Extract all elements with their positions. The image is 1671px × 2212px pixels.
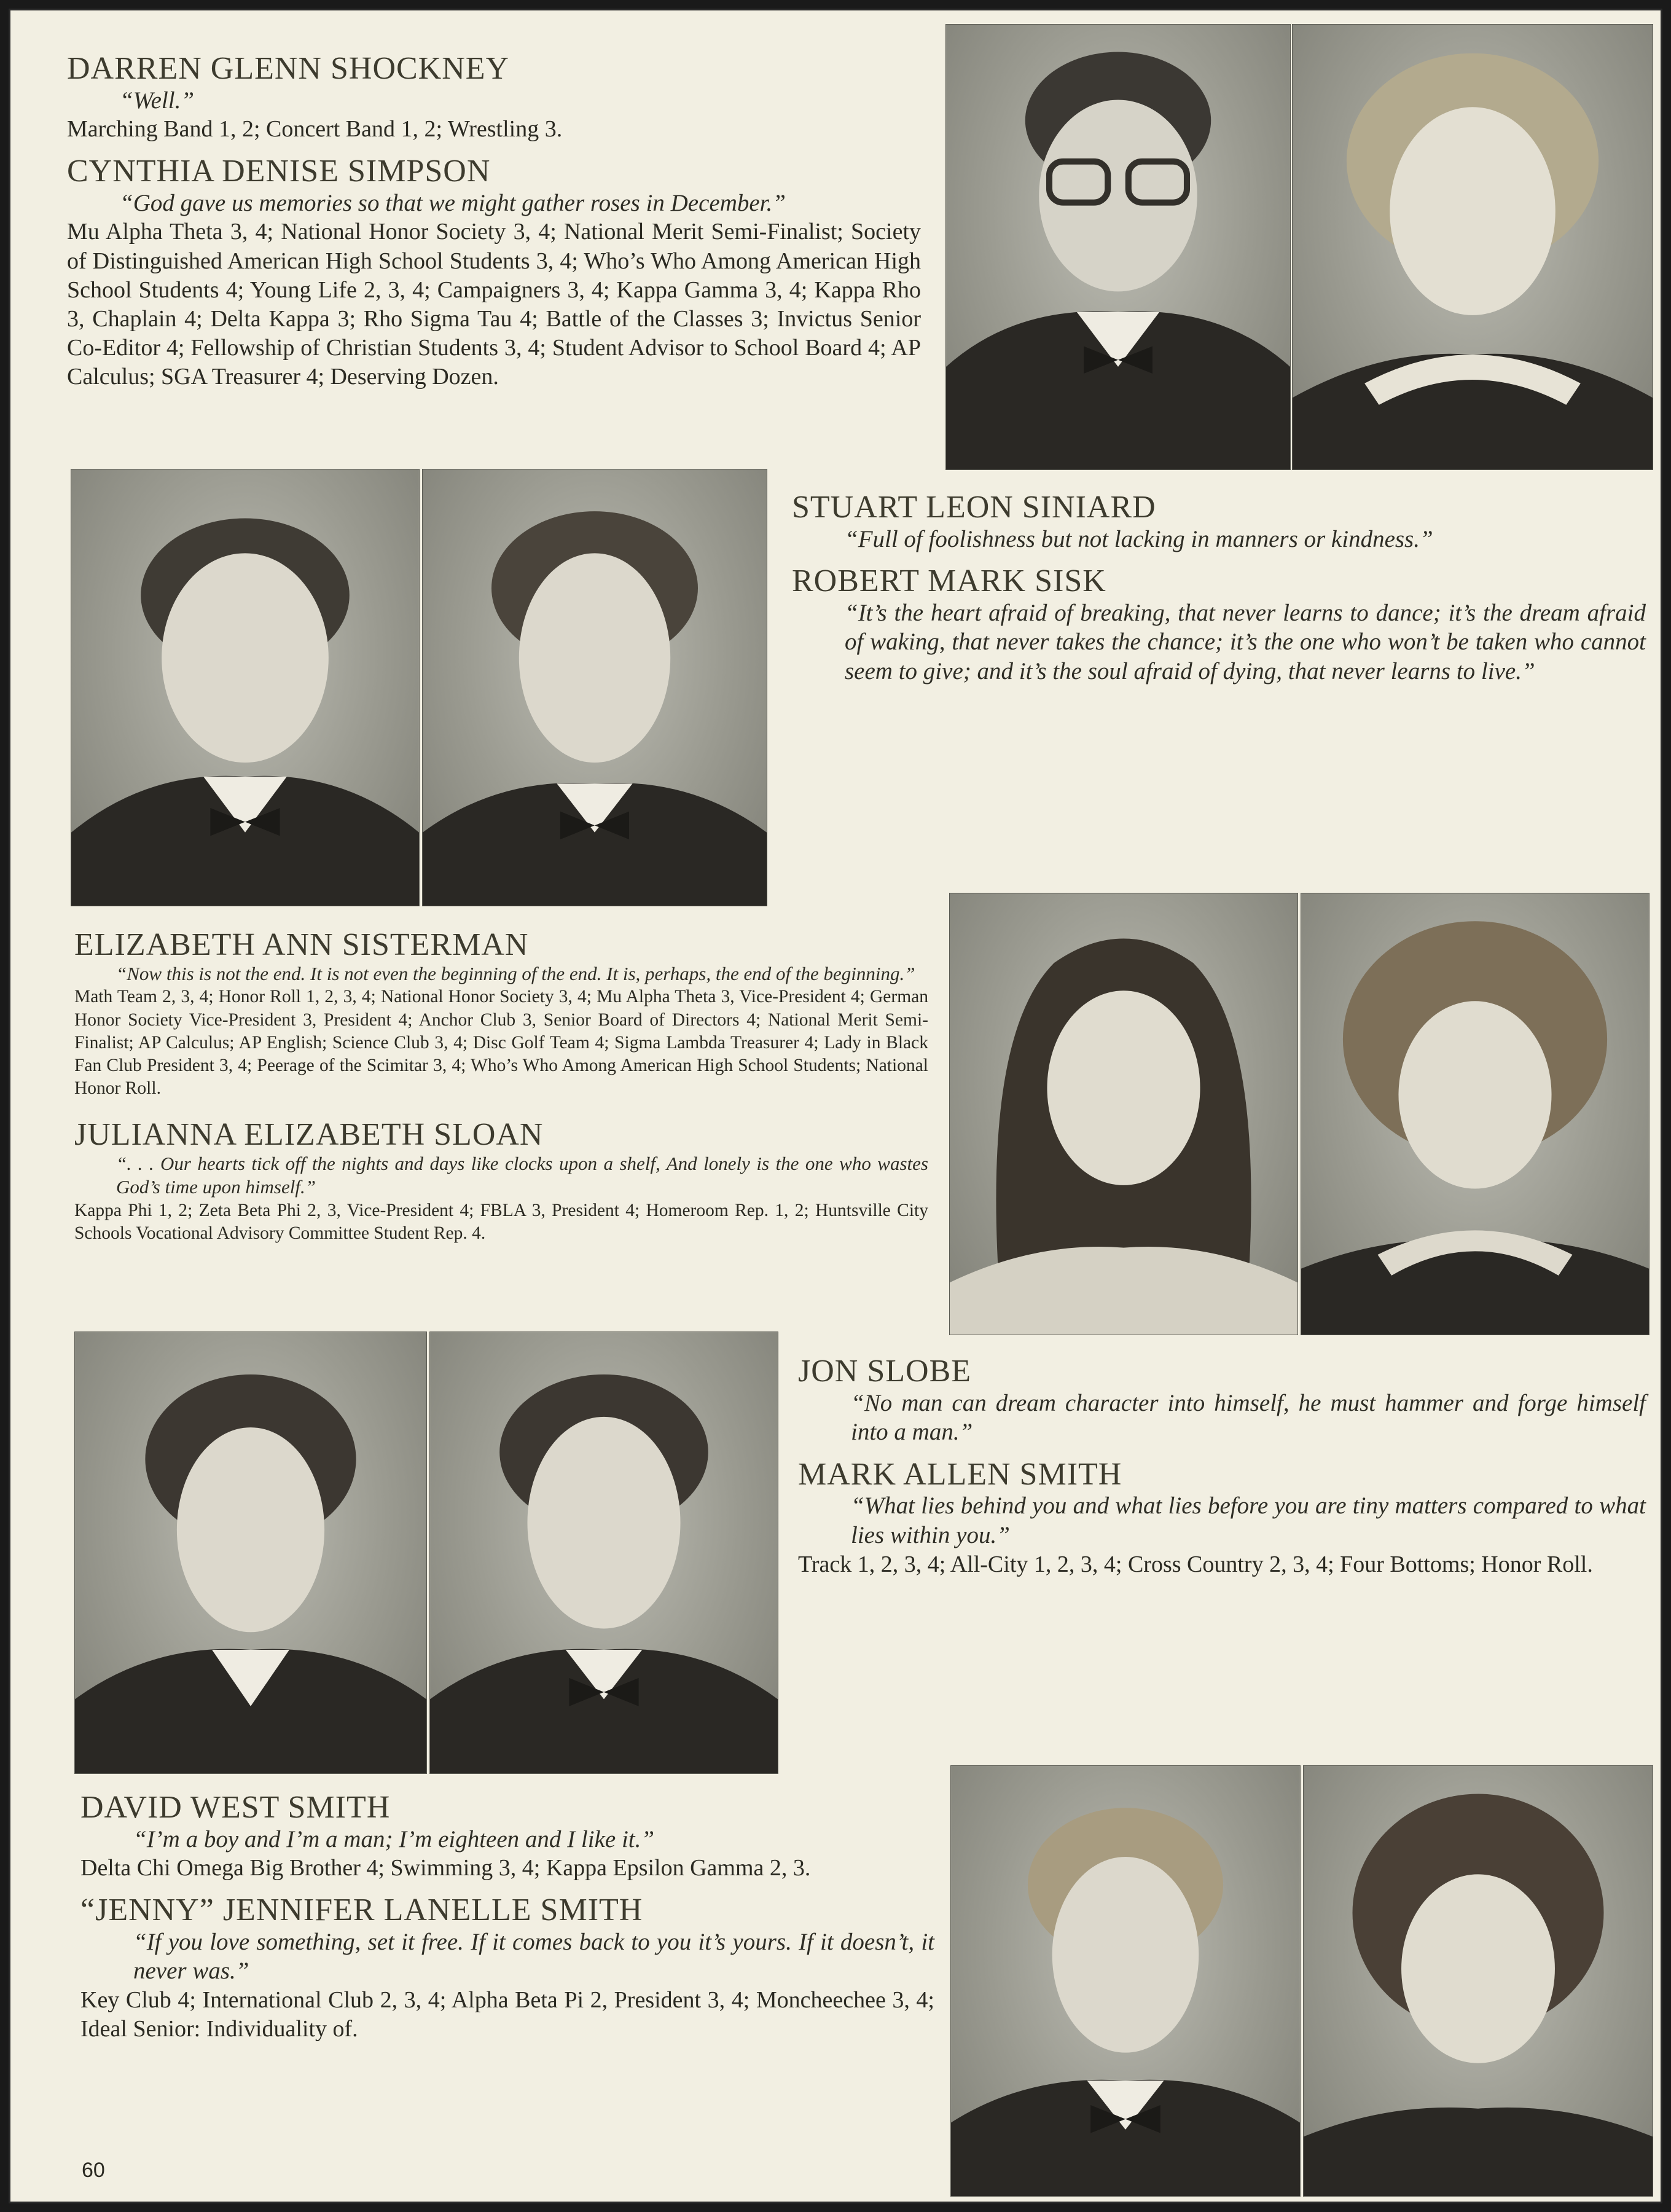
student-quote: “If you love something, set it free. If it comes back to you it’s yours. If it doesn’t, it never was.” xyxy=(133,1928,934,1985)
portrait-photo-j-smith xyxy=(1303,1765,1653,2197)
portrait-photo-sisk xyxy=(422,469,767,906)
entry-group-sisterman-sloan xyxy=(74,928,928,1245)
portrait-photo-shockney xyxy=(945,24,1291,470)
portrait-photo-d-smith xyxy=(950,1765,1301,2197)
student-activities: Kappa Phi 1, 2; Zeta Beta Phi 2, 3, Vice-President 4; FBLA 3, President 4; Homeroom Rep. 1, 2; Huntsville City Schools Vocational Advisory Committee Student Rep. 4. xyxy=(74,1201,928,1244)
student-name: DAVID WEST SMITH xyxy=(80,1790,391,1825)
entry-group-slobe-smith xyxy=(798,1355,1646,1579)
student-activities: Marching Band 1, 2; Concert Band 1, 2; Wrestling 3. xyxy=(67,116,563,143)
student-name: JULIANNA ELIZABETH SLOAN xyxy=(74,1117,544,1153)
student-quote: “No man can dream character into himself, he must hammer and forge himself into a man.” xyxy=(851,1389,1646,1446)
portrait-photo-m-smith xyxy=(429,1332,778,1774)
student-quote: “Well.” xyxy=(120,87,195,114)
student-quote: “I’m a boy and I’m a man; I’m eighteen and I like it.” xyxy=(133,1826,655,1853)
student-quote: “Now this is not the end. It is not even the beginning of the end. It is, perhaps, the end of the beginning.” xyxy=(116,962,915,984)
entry-group-shockney-simpson xyxy=(67,52,921,391)
student-name: MARK ALLEN SMITH xyxy=(798,1456,1122,1492)
student-name: STUART LEON SINIARD xyxy=(792,490,1156,525)
portrait-photo-siniard xyxy=(71,469,420,906)
student-activities: Mu Alpha Theta 3, 4; National Honor Society 3, 4; National Merit Semi-Finalist; Society of Distinguished American High School Students 3, 4; Who’s Who Among American High School Students 4; Young Life 2, 3, 4; Campaigners 3, 4; Kappa Gamma 3, 4; Kappa Rho 3, Chaplain 4; Delta Kappa 3; Rho Sigma Tau 4; Battle of the Classes 3; Invictus Senior Co-Editor 4; Fellowship of Christian Students 3, 4; Student Advisor to School Board 4; AP Calculus; SGA Treasurer 4; Deserving Dozen. xyxy=(67,219,921,390)
student-quote: “. . . Our hearts tick off the nights and days like clocks upon a shelf, And lonely is the one who wastes God’s time upon himself.” xyxy=(116,1152,928,1198)
student-activities: Key Club 4; International Club 2, 3, 4; Alpha Beta Pi 2, President 3, 4; Moncheechee 3, 4; Ideal Senior: Individuality of. xyxy=(80,1987,934,2042)
student-quote: “What lies behind you and what lies before you are tiny matters compared to what lies within you.” xyxy=(851,1492,1646,1548)
entry-group-siniard-sisk xyxy=(792,491,1646,686)
student-name: “JENNY” JENNIFER LANELLE SMITH xyxy=(80,1892,643,1928)
student-activities: Math Team 2, 3, 4; Honor Roll 1, 2, 3, 4; National Honor Society 3, 4; Mu Alpha Theta 3, Vice-President 4; German Honor Society Vice-President 3, President 4; Anchor Club 3, Senior Board of Directors 4; National Merit Semi-Finalist; AP Calculus; AP English; Science Club 3, 4; Disc Golf Team 4; Sigma Lambda Treasurer 4; Lady in Black Fan Club President 3, 4; Peerage of the Scimitar 3, 4; Who’s Who Among American High School Students; National Honor Roll. xyxy=(74,987,928,1098)
student-name: ROBERT MARK SISK xyxy=(792,563,1106,599)
student-quote: “It’s the heart afraid of breaking, that never learns to dance; it’s the dream afraid of waking, that never takes the chance; it’s the one who won’t be taken who cannot seem to give; and it’s the soul afraid of dying, that never learns to live.” xyxy=(845,599,1646,684)
student-name: ELIZABETH ANN SISTERMAN xyxy=(74,927,529,962)
student-activities: Track 1, 2, 3, 4; All-City 1, 2, 3, 4; Cross Country 2, 3, 4; Four Bottoms; Honor Roll. xyxy=(798,1551,1593,1577)
student-activities: Delta Chi Omega Big Brother 4; Swimming 3, 4; Kappa Epsilon Gamma 2, 3. xyxy=(80,1855,811,1881)
portrait-photo-sisterman xyxy=(949,893,1298,1335)
portrait-photo-slobe xyxy=(74,1332,427,1774)
yearbook-page xyxy=(9,9,1662,2203)
entry-group-d-smith-j-smith xyxy=(80,1791,934,2044)
student-name: DARREN GLENN SHOCKNEY xyxy=(67,51,510,86)
student-name: JON SLOBE xyxy=(798,1354,972,1389)
portrait-photo-sloan xyxy=(1301,893,1649,1335)
student-quote: “God gave us memories so that we might gather roses in December.” xyxy=(120,189,786,216)
page-number: 60 xyxy=(82,2159,105,2182)
student-quote: “Full of foolishness but not lacking in manners or kindness.” xyxy=(845,525,1433,552)
portrait-photo-simpson xyxy=(1292,24,1653,470)
student-name: CYNTHIA DENISE SIMPSON xyxy=(67,154,491,189)
